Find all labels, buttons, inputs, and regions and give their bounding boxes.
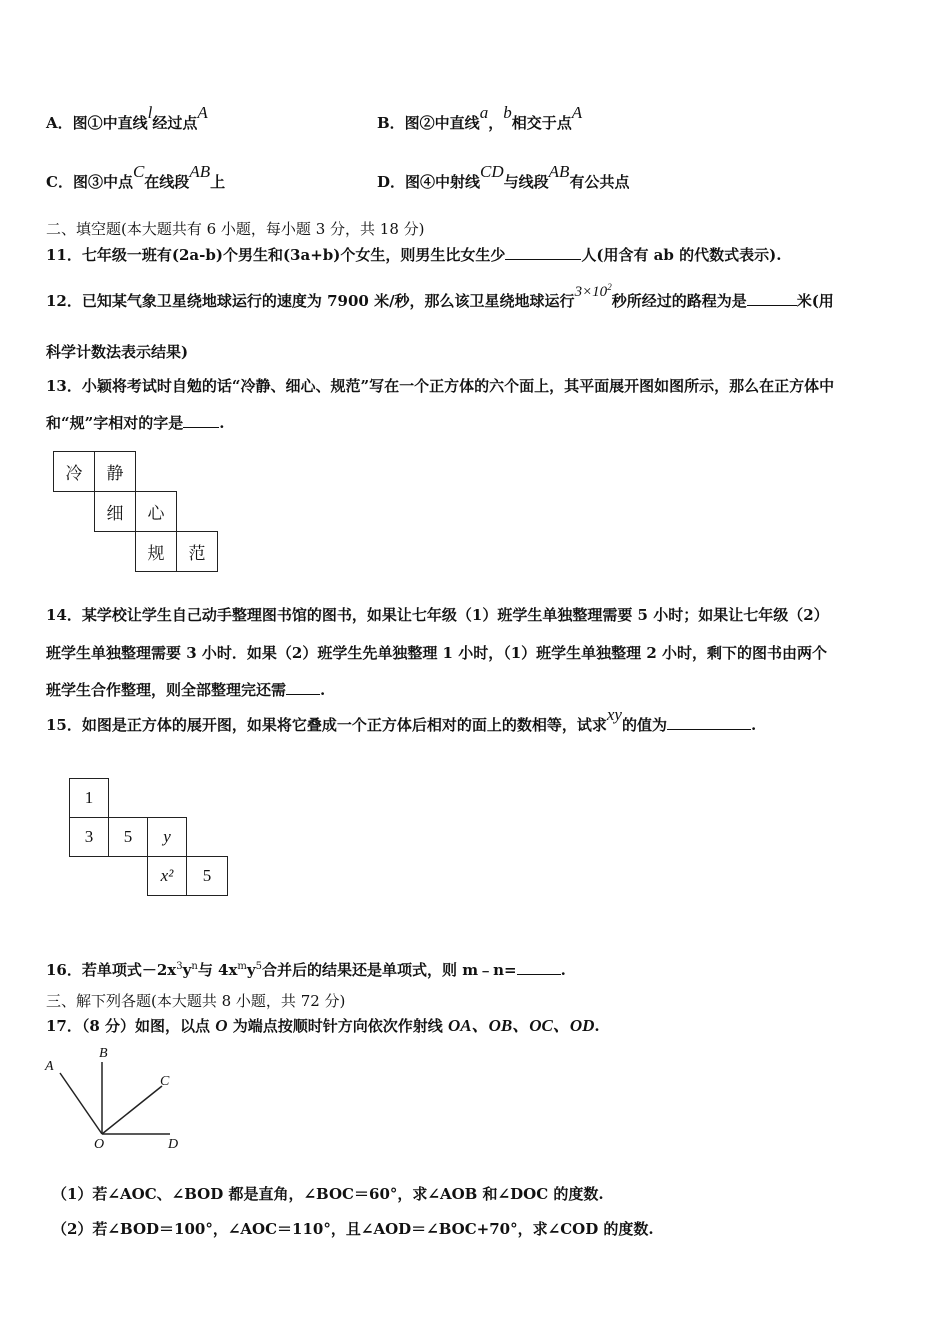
net-cell: 静 xyxy=(94,451,136,492)
question-12-cont: 科学计数法表示结果) xyxy=(46,343,189,361)
question-17-part2: （2）若∠BOD＝100°，∠AOC＝110°，且∠AOD＝∠BOC+70°，求∠COD 的度数. xyxy=(52,1220,654,1238)
section-2-title: 二、填空题(本大题共有 6 小题，每小题 3 分，共 18 分) xyxy=(46,220,425,238)
label-o: O xyxy=(94,1137,105,1152)
question-16: 16．若单项式$-2x^3y^n$与 $4x^my^5$合并后的结果还是单项式，则 m﹣n= . xyxy=(46,961,566,979)
option-b: B．图②中直线a，b相交于点A xyxy=(377,103,583,132)
ray-oa xyxy=(60,1073,102,1134)
question-14-cont1: 班学生单独整理需要 3 小时．如果（2）班学生先单独整理 1 小时，（1）班学生单独整理 2 小时，剩下的图书由两个 xyxy=(46,644,828,662)
option-c: C．图③中点C在线段AB上 xyxy=(46,162,226,191)
net-cell: 5 xyxy=(186,856,228,896)
question-17-part1: （1）若∠AOC、∠BOD 都是直角，∠BOC＝60°，求∠AOB 和∠DOC 的度数. xyxy=(52,1185,604,1203)
net-cell: 心 xyxy=(135,491,177,532)
question-14: 14．某学校让学生自己动手整理图书馆的图书，如果让七年级（1）班学生单独整理需要 5 小时；如果让七年级（2） xyxy=(46,606,829,624)
net-cell: 5 xyxy=(108,817,148,857)
ray-oc xyxy=(102,1086,162,1134)
question-11: 11．七年级一班有(2a-b)个男生和(3a+b)个女生，则男生比女生少 人(用含有 ab 的代数式表示). xyxy=(46,246,782,264)
net-cell: 规 xyxy=(135,531,177,572)
label-d: D xyxy=(168,1137,179,1152)
question-14-cont2: 班学生合作整理，则全部整理完还需 . xyxy=(46,681,326,699)
question-12: 12．已知某气象卫星绕地球运行的速度为 7900 米/秒，那么该卫星绕地球运行$3\times 10^2$秒所经过的路程为是 米(用 xyxy=(46,282,834,310)
net-cell: 冷 xyxy=(53,451,95,492)
question-13-cont: 和“规”字相对的字是 . xyxy=(46,414,225,432)
question-13: 13．小颖将考试时自勉的话“冷静、细心、规范”写在一个正方体的六个面上，其平面展开图如图所示，那么在正方体中 xyxy=(46,377,835,395)
net-cell: 细 xyxy=(94,491,136,532)
question-17: 17．（8 分）如图，以点 O 为端点按顺时针方向依次作射线 OA、OB、OC、OD. xyxy=(46,1016,600,1035)
question-15: 15．如图是正方体的展开图，如果将它叠成一个正方体后相对的面上的数相等，试求xy的值为 . xyxy=(46,705,757,734)
label-c: C xyxy=(160,1074,170,1089)
net-cell: x² xyxy=(147,856,187,896)
label-b: B xyxy=(99,1046,108,1061)
net-cell: 1 xyxy=(69,778,109,818)
section-3-title: 三、解下列各题(本大题共 8 小题，共 72 分) xyxy=(46,992,346,1010)
option-d: D．图④中射线CD与线段AB有公共点 xyxy=(377,162,630,191)
net-cell: y xyxy=(147,817,187,857)
net-cell: 范 xyxy=(176,531,218,572)
label-a: A xyxy=(45,1059,54,1074)
net-cell: 3 xyxy=(69,817,109,857)
option-a: A．图①中直线l经过点A xyxy=(46,103,208,132)
